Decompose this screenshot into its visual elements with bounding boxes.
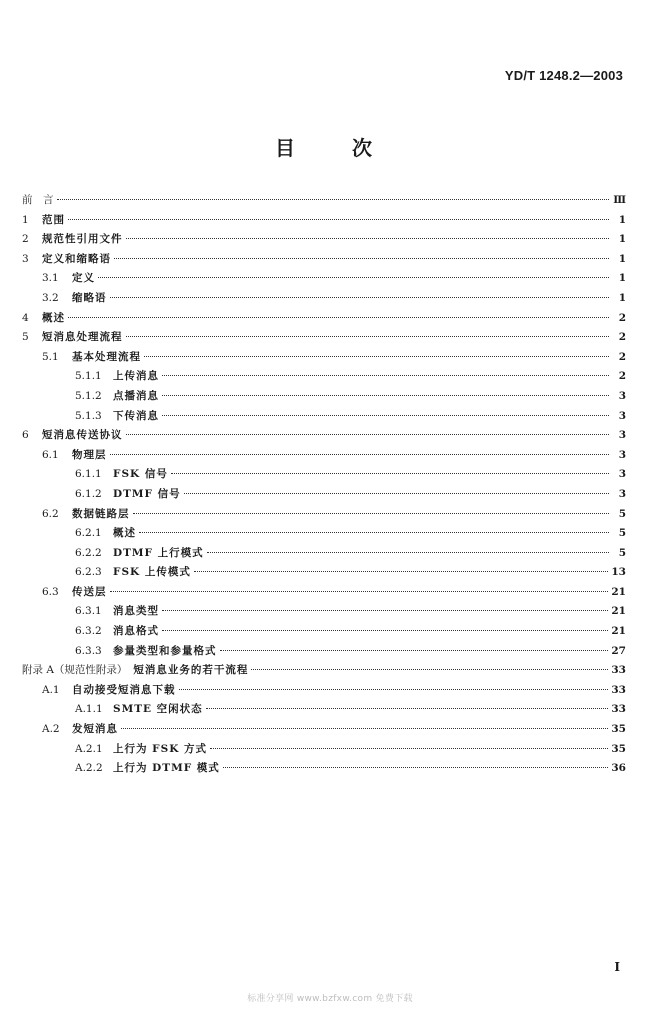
toc-dot-leader [139,532,609,533]
toc-entry-label: 点播消息 [113,389,159,402]
toc-entry-page: 35 [611,723,626,736]
toc-dot-leader [98,277,609,278]
toc-entry[interactable] [22,212,626,232]
toc-entry-number: 前 言 [22,194,54,206]
toc-entry-page: 13 [611,566,626,579]
toc-entry-number: 2 [22,233,29,246]
toc-entry-page: 33 [611,683,626,696]
toc-entry[interactable] [22,721,626,741]
toc-dot-leader [133,513,610,514]
toc-dot-leader [207,552,609,553]
toc-entry-number: 3 [22,252,29,265]
toc-entry-number: 4 [22,311,29,324]
toc-entry-page: 21 [611,625,626,638]
toc-dot-leader [110,591,609,592]
watermark: 标准分享网 www.bzfxw.com 免费下载 [247,994,413,1004]
toc-entry[interactable] [22,192,626,212]
toc-entry[interactable] [22,270,626,290]
toc-entry-label: 规范性引用文件 [42,233,123,246]
toc-entry-page: 5 [618,507,626,520]
toc-entry-page: 1 [618,272,626,285]
toc-entry-label: 数据链路层 [72,507,130,520]
toc-entry-label: 短消息处理流程 [42,331,123,344]
toc-entry[interactable] [22,545,626,565]
toc-entry-number: 1 [22,213,29,226]
toc-entry-number: A.1.1 [75,703,103,716]
toc-entry[interactable] [22,251,626,271]
toc-entry-page: 3 [618,409,626,422]
table-of-contents [22,192,626,780]
toc-entry[interactable] [22,368,626,388]
toc-entry-number: A.2.1 [75,742,103,755]
standard-number: YD/T 1248.2—2003 [504,68,623,83]
toc-entry-page: 2 [618,311,626,324]
toc-entry-label: 物理层 [72,448,107,461]
toc-dot-leader [210,748,608,749]
toc-dot-leader [126,434,610,435]
toc-entry[interactable] [22,564,626,584]
toc-dot-leader [171,473,609,474]
toc-entry-page: 5 [618,546,626,559]
toc-dot-leader [126,238,610,239]
toc-dot-leader [110,297,610,298]
toc-entry-number: 5 [22,331,29,344]
toc-entry-page: 2 [618,350,626,363]
toc-entry-page: 36 [611,762,626,775]
toc-dot-leader [121,728,608,729]
toc-entry[interactable] [22,662,626,682]
toc-entry-page: 33 [611,664,626,677]
toc-entry-number: 3.2 [42,291,59,304]
toc-entry-number: 5.1.2 [75,389,102,402]
toc-entry-page: 3 [618,389,626,402]
toc-entry-label: 上传消息 [113,370,159,383]
toc-entry[interactable] [22,701,626,721]
toc-entry[interactable] [22,760,626,780]
toc-dot-leader [162,630,608,631]
toc-entry-number: 6.2.2 [75,546,102,559]
toc-entry[interactable] [22,310,626,330]
toc-dot-leader [162,395,609,396]
toc-entry[interactable] [22,408,626,428]
toc-dot-leader [179,689,609,690]
toc-entry-label: 上行为 FSK 方式 [113,742,207,755]
toc-entry[interactable] [22,525,626,545]
toc-entry-page: 1 [618,252,626,265]
toc-dot-leader [68,219,609,220]
page-title-char-1: 目 [275,136,295,160]
toc-entry-label: 缩略语 [72,291,107,304]
toc-entry-number: 6.1.2 [75,487,102,500]
toc-entry-page: 2 [618,370,626,383]
toc-entry-label: 概述 [42,311,65,324]
toc-entry[interactable] [22,643,626,663]
toc-entry-number: 5.1 [42,350,59,363]
toc-entry[interactable] [22,486,626,506]
toc-dot-leader [184,493,609,494]
toc-entry[interactable] [22,682,626,702]
toc-dot-leader [57,199,610,200]
toc-entry-page: 1 [618,233,626,246]
toc-entry-number: 6.3.3 [75,644,102,657]
toc-entry-page: 21 [611,605,626,618]
toc-dot-leader [220,650,609,651]
toc-entry[interactable] [22,506,626,526]
toc-dot-leader [206,708,609,709]
toc-dot-leader [68,317,609,318]
toc-entry-label: 消息类型 [113,605,159,618]
toc-entry[interactable] [22,466,626,486]
toc-entry-number: 6.1.1 [75,468,102,481]
toc-entry-page: 5 [618,527,626,540]
toc-entry-page: 3 [618,448,626,461]
toc-entry-page: 1 [618,213,626,226]
toc-dot-leader [162,375,609,376]
toc-entry-label: 短消息传送协议 [42,429,123,442]
toc-entry[interactable] [22,584,626,604]
toc-dot-leader [114,258,609,259]
toc-entry-label: FSK 信号 [113,468,168,481]
toc-entry-label: 消息格式 [113,625,159,638]
toc-entry-label: SMTE 空闲状态 [113,703,203,716]
toc-dot-leader [126,336,610,337]
toc-entry-page: 3 [618,468,626,481]
toc-entry[interactable] [22,447,626,467]
toc-entry-page: 35 [611,742,626,755]
page-number: I [614,960,620,974]
toc-entry-label: 发短消息 [72,723,118,736]
toc-entry-label: FSK 上传模式 [113,566,191,579]
toc-dot-leader [110,454,610,455]
toc-entry-page: 2 [618,331,626,344]
toc-entry[interactable] [22,231,626,251]
toc-dot-leader [162,610,608,611]
toc-entry-page: 21 [611,585,626,598]
toc-entry[interactable] [22,290,626,310]
toc-entry[interactable] [22,623,626,643]
toc-entry-label: DTMF 信号 [113,487,181,500]
toc-entry-page: 1 [618,291,626,304]
toc-entry-label: 自动接受短消息下载 [72,683,176,696]
toc-entry-label: 上行为 DTMF 模式 [113,762,220,775]
toc-entry-page: 27 [611,644,626,657]
toc-entry-number: 3.1 [42,272,59,285]
toc-entry-label: 参量类型和参量格式 [113,644,217,657]
toc-dot-leader [162,415,609,416]
toc-entry[interactable] [22,427,626,447]
toc-entry-number: 6.3.2 [75,625,102,638]
toc-entry-number: 6.2.3 [75,566,102,579]
toc-entry-number: A.1 [42,683,60,696]
toc-entry-number: 6.3.1 [75,605,102,618]
toc-entry-number: A.2.2 [75,762,103,775]
toc-entry-number: 5.1.1 [75,370,102,383]
toc-entry-label: DTMF 上行模式 [113,546,204,559]
toc-entry-number: A.2 [42,723,60,736]
toc-entry-label: 范围 [42,213,65,226]
toc-entry-label: 基本处理流程 [72,350,141,363]
toc-entry[interactable] [22,388,626,408]
toc-entry-label: 概述 [113,527,136,540]
toc-entry[interactable] [22,741,626,761]
toc-entry-number: 6.2.1 [75,527,102,540]
toc-entry-label: 定义和缩略语 [42,252,111,265]
toc-entry[interactable] [22,349,626,369]
toc-entry-label: 下传消息 [113,409,159,422]
toc-entry[interactable] [22,603,626,623]
toc-entry-label: 短消息业务的若干流程 [133,664,249,677]
toc-entry[interactable] [22,329,626,349]
toc-entry-number: 6 [22,429,29,442]
toc-entry-page: Ⅲ [613,194,626,206]
toc-entry-page: 3 [618,429,626,442]
toc-entry-label: 定义 [72,272,95,285]
toc-entry-label: 传送层 [72,585,107,598]
toc-dot-leader [194,571,609,572]
toc-entry-number: 6.3 [42,585,59,598]
toc-entry-page: 33 [611,703,626,716]
toc-dot-leader [223,767,609,768]
toc-dot-leader [251,669,608,670]
toc-entry-number: 附录 A（规范性附录） [22,664,128,677]
toc-entry-page: 3 [618,487,626,500]
toc-dot-leader [144,356,609,357]
page-title-char-2: 次 [352,136,372,160]
toc-entry-number: 6.2 [42,507,59,520]
toc-entry-number: 5.1.3 [75,409,102,422]
toc-entry-number: 6.1 [42,448,59,461]
